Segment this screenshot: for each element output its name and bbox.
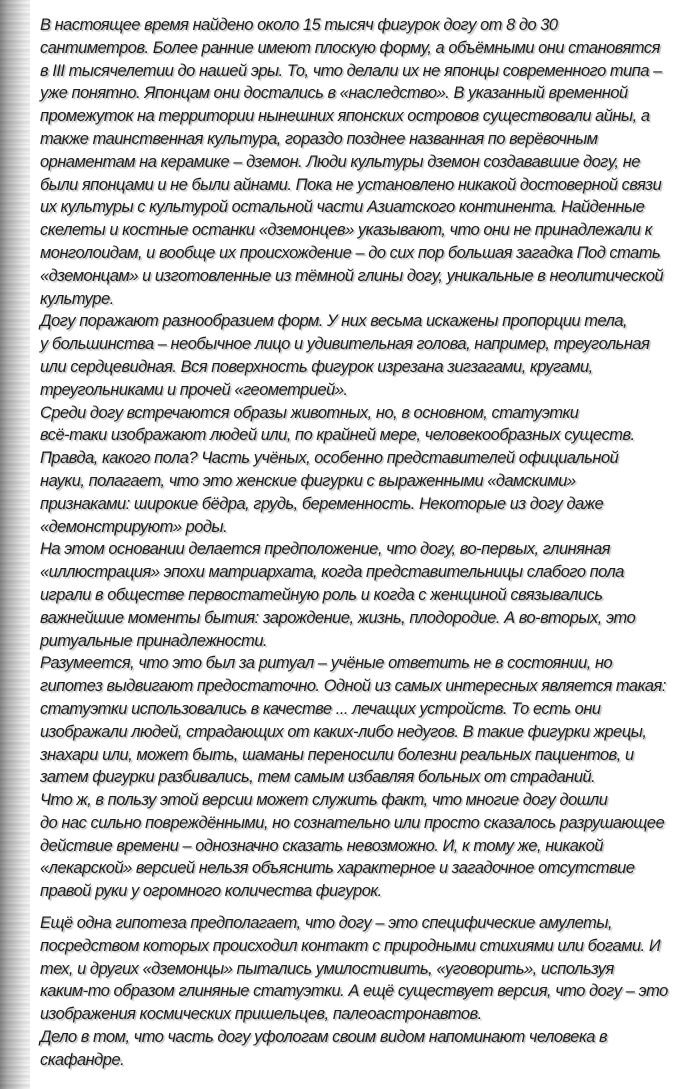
paragraph-2: Догу поражают разнообразием форм. У них весьма искажены пропорции тела, у большинства – необычное лицо и удивительная голова, например, треугольная или сердцевидная. Вся поверхность фигурок изрезана зигзагами, кругами, треугольниками и прочей «геометрией». <box>40 312 650 399</box>
text-body <box>40 14 686 1072</box>
paragraph-3: Среди догу встречаются образы животных, но, в основном, статуэтки всё-таки изображают людей или, по крайней мере, человекообразных существ. Правда, какого пола? Часть учёных, особенно представителей официальной науки, полагает, что это женские фигурки с выраженными «дамскими» признаками: широкие бёдра, грудь, беременность. Некоторые из догу даже «демонстрируют» роды. <box>40 403 635 536</box>
paragraph-gap <box>40 903 686 912</box>
paragraph-5: Разумеется, что это был за ритуал – учёные ответить не в состоянии, но гипотез выдвигают предостаточно. Одной из самых интересных является такая: статуэтки использовались в качестве ... лечащих устройств. То есть они изображали людей, страдающих от каких-либо недугов. В такие фигурки жрецы, знахари или, может быть, шаманы переносили болезни реальных пациентов, и затем фигурки разбивались, тем самым избавляя больных от страданий. <box>40 654 666 787</box>
paragraph-6: Что ж, в пользу этой версии может служить факт, что многие догу дошли до нас сильно повреждёнными, но сознательно или просто сказалось разрушающее действие времени – однозначно сказать невозможно. И, к тому же, никакой «лекарской» версией нельзя объяснить характерное и загадочное отсутствие правой руки у огромного количества фигурок. <box>40 791 665 901</box>
paragraph-7: Ещё одна гипотеза предполагает, что догу – это специфические амулеты, посредством которых происходил контакт с природными стихиями или богами. И тех, и других «дземонцы» пытались умилостивить, «уговорить», используя каким-то образом глиняные статуэтки. А ещё существует версия, что догу – это изображения космических пришельцев, палеоастронавтов. <box>40 914 668 1024</box>
paragraph-4: На этом основании делается предположение, что догу, во-первых, глиняная «иллюстрация» эпохи матриархата, когда представительницы слабого пола играли в обществе первостатейную роль и когда с женщиной связывались важнейшие моменты бытия: зарождение, жизнь, плодородие. А во-вторых, это ритуальные принадлежности. <box>40 540 636 650</box>
paragraph-8: Дело в том, что часть догу уфологам своим видом напоминают человека в скафандре. <box>40 1028 608 1069</box>
paragraph-1: В настоящее время найдено около 15 тысяч фигурок догу от 8 до 30 сантиметров. Более ранние имеют плоскую форму, а объёмными они становятся в III тысячелетии до нашей эры. То, что делали их не японцы современного типа – уже понятно. Японцам они достались в «наследство». В указанный временной промежуток на территории нынешних японских островов существовали айны, а также таинственная культура, гораздо позднее названная по верёвочным орнаментам на керамике – дземон. Люди культуры дземон создававшие догу, не были японцами и не были айнами. Пока не установлено никакой достоверной связи их культуры с культурой остальной части Азиатского континента. Найденные скелеты и костные останки «дземонцев» указывают, что они не принадлежали к монголоидам, и вообще их происхождение – до сих пор большая загадка Под стать «дземонцам» и изготовленные из тёмной глины догу, уникальные в неолитической культуре. <box>40 16 664 308</box>
page-edge-shadow <box>0 0 30 1089</box>
